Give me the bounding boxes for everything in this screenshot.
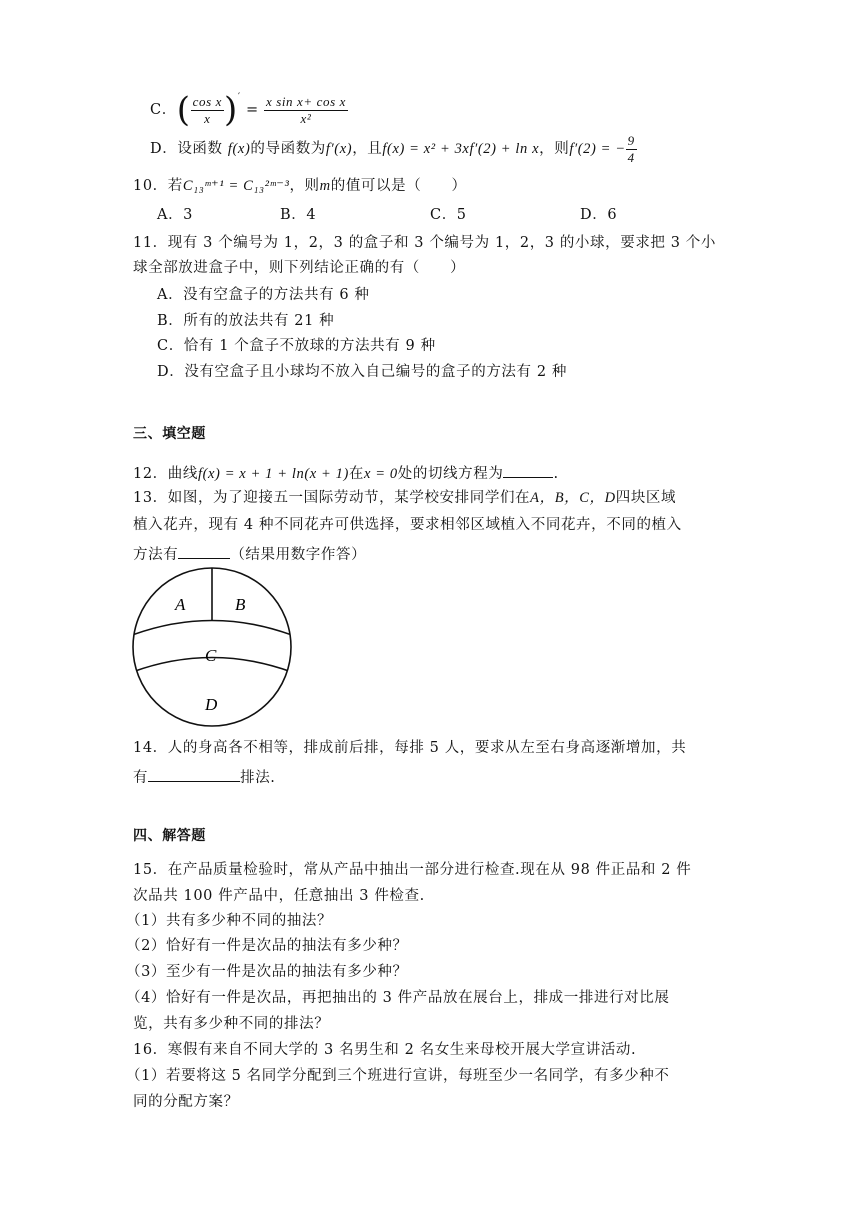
q9c-rhs-fraction: $\frac{\text{x sin x+ cos x}}{\text{x²}}$ <box>265 93 346 126</box>
section-fill-in-heading: 三、填空题 <box>133 426 206 442</box>
q15-stem-line2: 次品共 100 件产品中，任意抽出 3 件检查. <box>133 888 425 904</box>
q13-stem-line2: 植入花卉，现有 4 种不同花卉可供选择，要求相邻区域植入不同花卉，不同的植入 <box>133 517 682 533</box>
q13-region-diagram <box>122 567 302 727</box>
region-label-d: D <box>205 695 218 714</box>
q13-stem-line1: 13．如图，为了迎接五一国际劳动节，某学校安排同学们在A，B，C，D四块区域 <box>133 490 677 506</box>
q16-part-1: （1）若要将这 5 名同学分配到三个班进行宣讲，每班至少一名同学，有多少种不 <box>126 1068 670 1084</box>
section-solution-heading: 四、解答题 <box>133 828 206 844</box>
q12-stem: 12．曲线f(x) = x + 1 + ln(x + 1)在x = 0处的切线方程为 . <box>133 461 559 484</box>
q12-answer-blank[interactable] <box>503 461 553 478</box>
q11-option-c: C．恰有 1 个盒子不放球的方法共有 9 种 <box>157 338 436 354</box>
q14-stem-line1: 14．人的身高各不相等，排成前后排，每排 5 人，要求从左至右身高逐渐增加，共 <box>133 740 687 756</box>
diagram-upper-arc <box>122 621 302 640</box>
region-label-c: C <box>205 646 217 665</box>
q16-stem: 16．寒假有来自不同大学的 3 名男生和 2 名女生来母校开展大学宣讲活动. <box>133 1042 637 1058</box>
q10-option-d: D．6 <box>580 207 618 223</box>
q9d-answer-fraction: $\frac{9}{4}$ <box>627 132 635 165</box>
q11-stem-line1: 11．现有 3 个编号为 1，2，3 的盒子和 3 个编号为 1，2，3 的小球，要求把 3 个小 <box>133 235 716 251</box>
q15-part-3: （3）至少有一件是次品的抽法有多少种？ <box>126 964 408 980</box>
q10-option-b: B．4 <box>280 207 317 223</box>
q9c-lhs-fraction: $\frac{\text{cos x}}{x}$ <box>192 93 223 126</box>
q11-option-b: B．所有的放法共有 21 种 <box>157 313 335 329</box>
q9-option-d: D．设函数 f(x)的导函数为f′(x)，且f(x) = x² + 3xf′(2) + ln x，则f′(2) = − $\frac{9}{4}$ <box>150 132 635 165</box>
q13-stem-line3: 方法有 （结果用数字作答） <box>133 542 366 565</box>
q13-answer-blank[interactable] <box>178 542 230 559</box>
q11-option-d: D．没有空盒子且小球均不放入自己编号的盒子的方法有 2 种 <box>157 364 567 380</box>
q9-option-c: C．( $\frac{\text{cos x}}{x}$ )′ = $\frac{\text{x sin x+ cos x}}{\text{x²}}$ <box>150 90 346 130</box>
q14-stem-line2: 有 排法. <box>133 765 276 788</box>
q10-option-a: A．3 <box>157 207 193 223</box>
q14-answer-blank[interactable] <box>148 765 240 782</box>
q15-part-2: （2）恰好有一件是次品的抽法有多少种？ <box>126 938 408 954</box>
q15-part-1: （1）共有多少种不同的抽法？ <box>126 913 333 929</box>
q15-part-4: （4）恰好有一件是次品，再把抽出的 3 件产品放在展台上，排成一排进行对比展 <box>126 990 670 1006</box>
q11-option-a: A．没有空盒子的方法共有 6 种 <box>157 287 370 303</box>
q15-part-4-continued: 览，共有多少种不同的排法？ <box>133 1016 330 1032</box>
q10-stem: 10．若C₁₃ᵐ⁺¹ = C₁₃²ᵐ⁻³，则m的值可以是（ ） <box>133 178 467 194</box>
region-label-b: B <box>235 595 246 614</box>
region-label-a: A <box>175 595 186 614</box>
q11-stem-line2: 球全部放进盒子中，则下列结论正确的有（ ） <box>133 260 466 276</box>
q10-option-c: C．5 <box>430 207 467 223</box>
q15-stem-line1: 15．在产品质量检验时，常从产品中抽出一部分进行检查.现在从 98 件正品和 2 件 <box>133 862 692 878</box>
q16-part-1-continued: 同的分配方案？ <box>133 1094 239 1110</box>
